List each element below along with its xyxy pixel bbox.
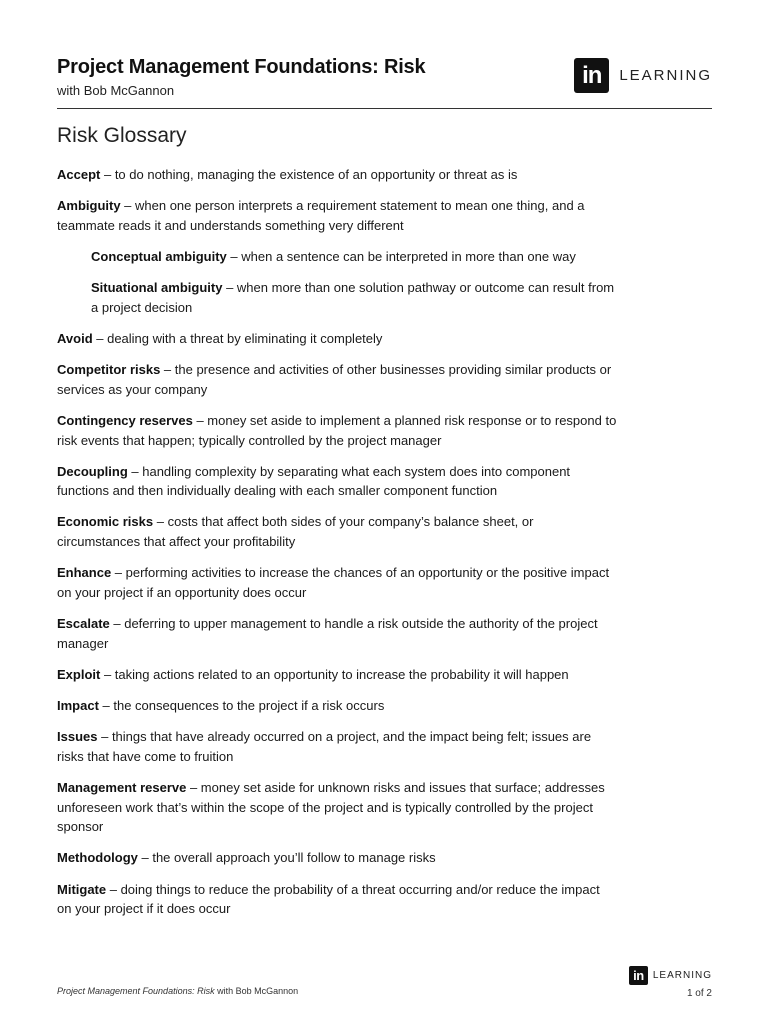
logo-text: LEARNING [619,67,712,84]
glossary-definition: – handling complexity by separating what each system does into component functions and then individually dealing with each smaller component function [57,463,571,499]
glossary-term: Management reserve [57,779,187,795]
glossary-term: Economic risks [57,514,154,530]
glossary-definition: – when more than one solution pathway or outcome can result from a project decision [91,280,615,315]
document-title: Project Management Foundations: Risk [57,56,426,78]
document-subtitle: with Bob McGannon [57,83,175,98]
footer-logo-text: LEARNING [652,970,712,981]
glossary-entry [57,665,617,685]
glossary-term: Ambiguity [57,198,121,214]
glossary-definition: – money set aside for unknown risks and issues that surface; addresses unforeseen work that’s within the scope of the project and is typically controlled by the project sponsor [57,779,605,835]
glossary-definition: – when a sentence can be interpreted in more than one way [226,248,576,264]
glossary-term: Exploit [57,666,101,682]
glossary-term: Issues [57,729,98,745]
glossary-entry [57,880,617,919]
glossary-term: Avoid [57,330,93,346]
glossary-entry [57,411,617,450]
footer-logo [629,966,712,985]
glossary-definition: – when one person interprets a requirement statement to mean one thing, and a teammate reads it and understands something very different [57,198,585,233]
glossary-term: Competitor risks [57,362,161,378]
glossary-entry [57,329,617,349]
glossary-entry [91,247,617,267]
glossary-term: Decoupling [57,463,128,479]
glossary-entry [91,278,617,317]
document-header [57,56,712,109]
glossary-term: Accept [57,167,101,182]
glossary-term: Contingency reserves [57,412,193,428]
footer-author: with Bob McGannon [214,986,299,996]
linkedin-icon: in [629,966,648,985]
glossary-definition: – money set aside to implement a planned risk response or to respond to risk events that happen; typically controlled by the project manager [57,412,617,448]
glossary-list [57,165,617,930]
footer-credit [57,986,298,996]
linkedin-learning-logo [574,58,712,93]
glossary-definition: – taking actions related to an opportunity to increase the probability it will happen [100,666,569,682]
glossary-term: Situational ambiguity [91,280,223,296]
glossary-definition: – the presence and activities of other businesses providing similar products or services as your company [57,362,612,397]
glossary-term: Methodology [57,850,138,866]
glossary-definition: – doing things to reduce the probability of a threat occurring and/or reduce the impact on your project if it does occur [57,881,600,917]
glossary-entry [57,696,617,716]
glossary-definition: – the overall approach you’ll follow to manage risks [137,850,436,866]
glossary-entry [57,848,617,868]
glossary-definition: – dealing with a threat by eliminating it completely [92,330,383,346]
glossary-entry [57,512,617,551]
glossary-definition: – to do nothing, managing the existence of an opportunity or threat as is [100,167,518,182]
section-title: Risk Glossary [57,124,187,147]
linkedin-icon: in [574,58,609,93]
glossary-term: Mitigate [57,881,107,897]
glossary-entry [57,360,617,399]
glossary-entry [57,196,617,235]
glossary-entry [57,778,617,837]
glossary-definition: – performing activities to increase the chances of an opportunity or the positive impact on your project if an opportunity does occur [57,565,610,600]
glossary-term: Impact [57,698,99,713]
glossary-entry [57,727,617,766]
footer-branding [629,966,712,999]
glossary-definition: – things that have already occurred on a project, and the impact being felt; issues are risks that have come to fruition [57,729,592,764]
page-number: 1 of 2 [686,988,712,999]
glossary-entry [57,614,617,653]
glossary-term: Escalate [57,616,110,632]
glossary-definition: – deferring to upper management to handle a risk outside the authority of the project manager [57,616,598,651]
glossary-definition: – the consequences to the project if a risk occurs [98,698,385,713]
glossary-term: Enhance [57,565,112,581]
glossary-entry [57,462,617,501]
footer-course-title: Project Management Foundations: Risk [57,986,215,996]
glossary-term: Conceptual ambiguity [91,248,227,264]
glossary-entry [57,563,617,602]
glossary-definition: – costs that affect both sides of your company’s balance sheet, or circumstances that affect your profitability [57,514,534,550]
glossary-entry [57,165,617,185]
